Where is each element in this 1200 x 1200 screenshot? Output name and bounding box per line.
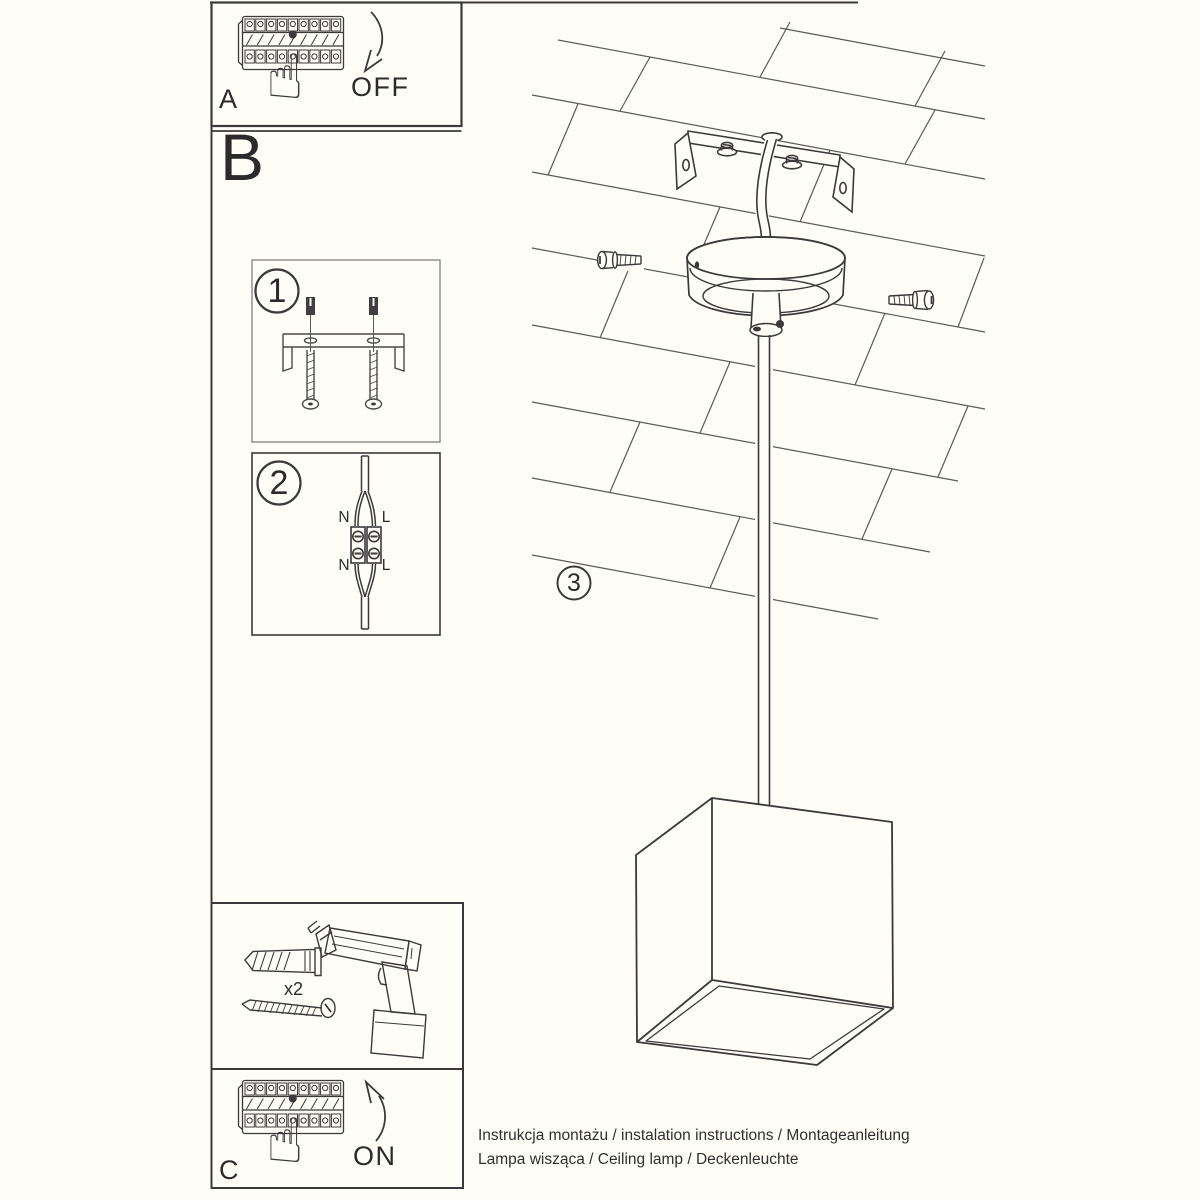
cord-grip-stem: [750, 293, 784, 337]
clamp-screws: [306, 297, 378, 315]
drill-chuck: [316, 925, 336, 957]
drill-bit: [308, 921, 320, 933]
main-illustration: [532, 22, 985, 1065]
breaker-panel-a: [239, 12, 383, 71]
terminal-n-bottom-label: N: [338, 557, 350, 575]
wood-screw: [242, 999, 335, 1018]
arrow-down-icon: [365, 12, 382, 71]
breaker-panel-c: [239, 1081, 386, 1142]
cube-shade: [636, 798, 893, 1065]
canopy-screw-left: [598, 249, 644, 271]
terminal-l-top-label: L: [381, 509, 391, 527]
drill-body: [325, 928, 409, 969]
step-3-number: 3: [567, 568, 581, 597]
footer-line-1: Instrukcja montażu / instalation instructions / Montageanleitung: [478, 1127, 910, 1144]
terminal-l-bottom-label: L: [381, 557, 391, 575]
arrow-up-icon: [366, 1082, 385, 1141]
dowel-quantity-label: x2: [284, 979, 304, 999]
footer-line-2: Lampa wisząca / Ceiling lamp / Deckenleuchte: [478, 1151, 799, 1168]
terminal-block: [351, 527, 381, 563]
tools-illustration: [242, 921, 426, 1058]
section-c-label: C: [219, 1155, 239, 1185]
supply-cable-top: [355, 456, 376, 526]
terminal-n-top-label: N: [338, 509, 350, 527]
wall-plug: [245, 948, 321, 976]
section-b-label: B: [220, 120, 265, 194]
pointing-hand-on-icon: ☝: [266, 1104, 304, 1177]
lamp-cable-bottom: [355, 564, 376, 629]
section-a-label: A: [219, 84, 238, 114]
mounting-screws: [303, 350, 382, 409]
cord-grip-nut: [776, 320, 784, 328]
suspension-rod: [755, 335, 773, 807]
wall-bracket: [283, 334, 404, 371]
pointing-hand-off-icon: ☝: [266, 40, 304, 113]
off-label: OFF: [351, 72, 410, 102]
canopy-screw-right: [886, 285, 936, 313]
power-drill: [308, 921, 426, 1058]
step-1-number: 1: [267, 272, 287, 310]
drill-battery: [371, 1010, 426, 1058]
on-label: ON: [353, 1141, 397, 1171]
step-2-number: 2: [269, 464, 289, 502]
canopy-side-hole: [695, 261, 699, 268]
